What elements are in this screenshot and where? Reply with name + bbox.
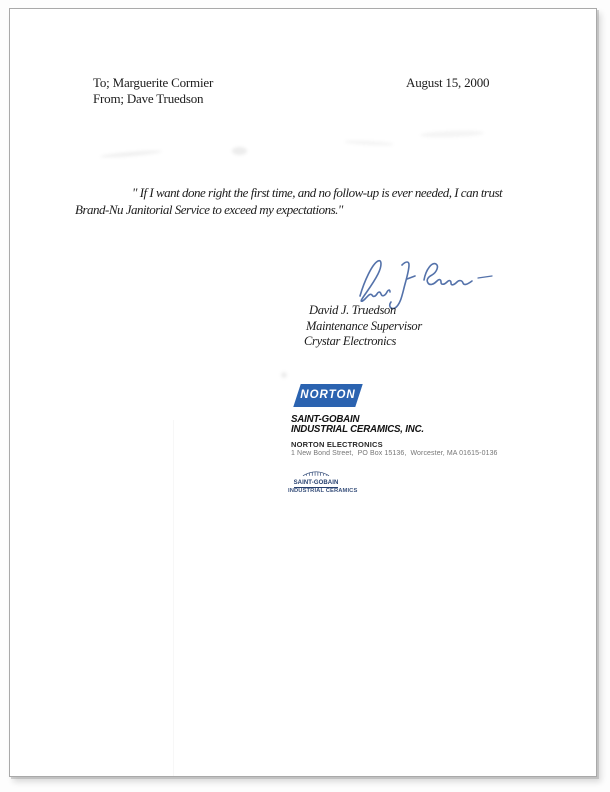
scan-smudge [100,149,162,158]
footer-logo-line-1: SAINT-GOBAIN [293,480,339,486]
footer-logo-line-2: INDUSTRIAL CERAMICS [288,488,358,494]
date-line: August 15, 2000 [406,75,490,90]
bridge-arch-icon [302,469,330,477]
scan-smudge [344,140,394,147]
signatory-block [304,303,422,350]
scan-smudge [420,130,484,138]
from-line: From; Dave Truedson [93,91,204,106]
company-name-line-1: SAINT-GOBAIN [291,414,360,425]
testimonial-quote [75,185,555,218]
signatory-title: Maintenance Supervisor [306,318,422,333]
norton-logo-text: NORTON [300,389,356,401]
scan-smudge [281,372,287,378]
quote-line-2: Brand-Nu Janitorial Service to exceed my expectations." [75,201,343,217]
division-name: NORTON ELECTRONICS [291,440,383,449]
company-name-line-2: INDUSTRIAL CERAMICS, INC. [291,423,424,435]
saint-gobain-footer-logo [288,469,358,495]
company-address: 1 New Bond Street, PO Box 15136, Worcester, MA 01615-0136 [291,450,498,457]
norton-logo [293,384,363,407]
letter-page [9,8,597,777]
signatory-company: Crystar Electronics [304,334,397,348]
recipient-block [93,75,213,107]
signatory-name: David J. Truedson [309,303,396,317]
scan-smudge [232,147,247,155]
to-line: To; Marguerite Cormier [93,75,214,90]
company-name-block [291,415,424,434]
paper-fold-line [173,420,174,776]
quote-line-1: " If I want done right the first time, and no follow-up is ever needed, I can trust [132,185,503,200]
